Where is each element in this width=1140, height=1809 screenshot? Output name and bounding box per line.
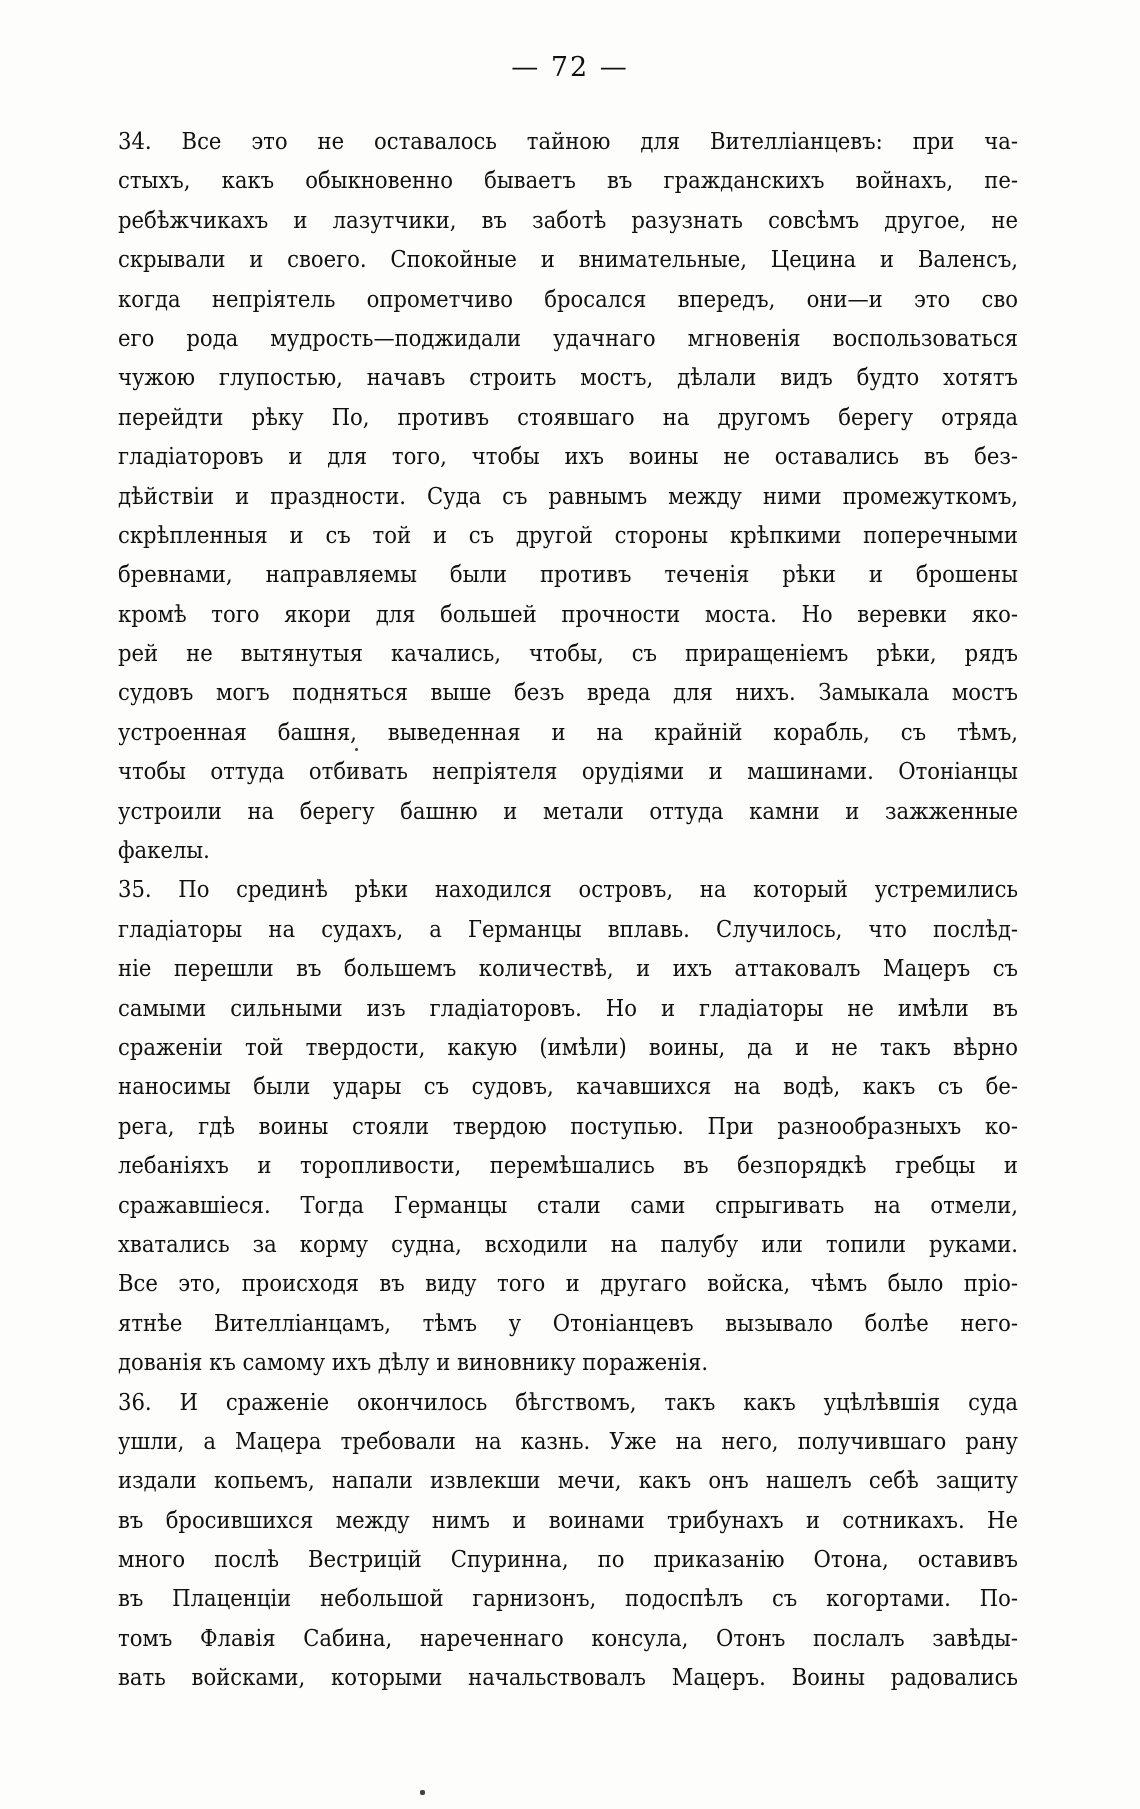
text-line: лебаніяхъ и торопливости, перемѣшались въ безпорядкѣ гребцы и xyxy=(118,1151,1018,1180)
text-line: ребѣжчикахъ и лазутчики, въ заботѣ разузнать совсѣмъ другое, не xyxy=(118,205,1018,234)
text-line: когда непріятель опрометчиво бросался впередъ, они—и это сво xyxy=(118,284,1018,313)
text-line: ушли, а Мацера требовали на казнь. Уже на него, получившаго рану xyxy=(118,1426,1018,1455)
text-line: устроенная башня, выведенная и на крайній корабль, съ тѣмъ, xyxy=(118,717,1018,746)
text-line: кромѣ того якори для большей прочности моста. Но веревки яко- xyxy=(118,599,1018,628)
text-line: ніе перешли въ большемъ количествѣ, и ихъ аттаковалъ Мацеръ съ xyxy=(118,954,1018,983)
text-line: въ бросившихся между нимъ и воинами трибунахъ и сотникахъ. Не xyxy=(118,1505,1018,1534)
text-line: сражавшіеся. Тогда Германцы стали сами спрыгивать на отмели, xyxy=(118,1190,1018,1219)
print-speck xyxy=(420,1790,425,1795)
text-line: много послѣ Вестрицій Спуринна, по приказанію Отона, оставивъ xyxy=(118,1545,1018,1574)
text-line: стыхъ, какъ обыкновенно бываетъ въ гражданскихъ войнахъ, пе- xyxy=(118,166,1018,195)
text-line: томъ Флавія Сабина, нареченнаго консула, Отонъ послалъ завѣды- xyxy=(118,1623,1018,1652)
text-line: перейдти рѣку По, противъ стоявшаго на другомъ берегу отряда xyxy=(118,402,1018,431)
text-line: самыми сильными изъ гладіаторовъ. Но и гладіаторы не имѣли въ xyxy=(118,993,1018,1022)
page-number: — 72 — xyxy=(511,52,629,83)
print-speck xyxy=(355,748,358,751)
text-body xyxy=(118,122,1018,1698)
text-line: устроили на берегу башню и метали оттуда камни и зажженные xyxy=(118,796,1018,825)
text-line: издали копьемъ, напали извлекши мечи, какъ онъ нашелъ себѣ защиту xyxy=(118,1466,1018,1495)
text-line: скрѣпленныя и съ той и съ другой стороны крѣпкими поперечными xyxy=(118,520,1018,549)
text-line: ятнѣе Вителліанцамъ, тѣмъ у Отоніанцевъ вызывало болѣе него- xyxy=(118,1308,1018,1337)
text-line: наносимы были удары съ судовъ, качавшихся на водѣ, какъ съ бе- xyxy=(118,1072,1018,1101)
text-line: гладіаторы на судахъ, а Германцы вплавь. Случилось, что послѣд- xyxy=(118,914,1018,943)
text-line: Все это, происходя въ виду того и другаго войска, чѣмъ было пріо- xyxy=(118,1269,1018,1298)
text-line: скрывали и своего. Спокойные и внимательные, Цецина и Валенсъ, xyxy=(118,245,1018,274)
text-line: судовъ могъ подняться выше безъ вреда для нихъ. Замыкала мостъ xyxy=(118,678,1018,707)
text-line: въ Плаценціи небольшой гарнизонъ, подоспѣлъ съ когортами. По- xyxy=(118,1584,1018,1613)
text-line: рей не вытянутыя качались, чтобы, съ приращеніемъ рѣки, рядъ xyxy=(118,639,1018,668)
paragraph-first-line: 35. По срединѣ рѣки находился островъ, на который устремились xyxy=(118,875,1018,904)
text-line: дованія къ самому ихъ дѣлу и виновнику пораженія. xyxy=(118,1348,709,1377)
text-line: дѣйствіи и праздности. Суда съ равнымъ между ними промежуткомъ, xyxy=(118,481,1018,510)
text-line: факелы. xyxy=(118,836,210,865)
text-line: его рода мудрость—поджидали удачнаго мгновенія воспользоваться xyxy=(118,323,1018,352)
text-line: рега, гдѣ воины стояли твердою поступью. При разнообразныхъ ко- xyxy=(118,1111,1018,1140)
paragraph-first-line: 36. И сраженіе окончилось бѣгствомъ, такъ какъ уцѣлѣвшія суда xyxy=(118,1387,1018,1416)
text-line: вать войсками, которыми начальствовалъ Мацеръ. Воины радовались xyxy=(118,1663,1018,1692)
text-line: чтобы оттуда отбивать непріятеля орудіями и машинами. Отоніанцы xyxy=(118,757,1018,786)
text-line: гладіаторовъ и для того, чтобы ихъ воины не оставались въ без- xyxy=(118,442,1018,471)
text-line: сраженіи той твердости, какую (имѣли) воины, да и не такъ вѣрно xyxy=(118,1032,1018,1061)
paragraph-first-line: 34. Все это не оставалось тайною для Вителліанцевъ: при ча- xyxy=(118,127,1018,155)
text-line: чужою глупостью, начавъ строить мостъ, дѣлали видъ будто хотятъ xyxy=(118,363,1018,392)
text-line: хватались за корму судна, всходили на палубу или топили руками. xyxy=(118,1229,1018,1258)
text-line: бревнами, направляемы были противъ теченія рѣки и брошены xyxy=(118,560,1018,589)
